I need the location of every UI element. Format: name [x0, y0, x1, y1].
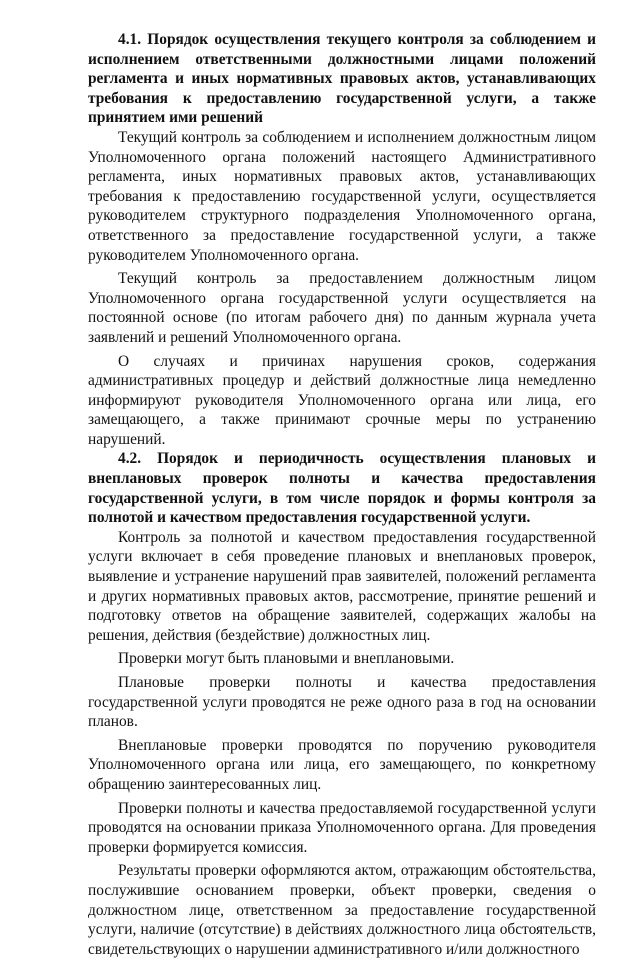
paragraph-current-control-basis: Текущий контроль за предоставлением должностным лицом Уполномоченного органа государственной услуги осуществляется на постоянной основе (по итогам рабочего дня) по данным журнала учета заявлений и решений Уполномоченного органа.: [88, 270, 596, 346]
paragraph-planned-inspections: Плановые проверки полноты и качества предоставления государственной услуги проводятся не реже одного раза в год на основании планов.: [88, 674, 596, 731]
paragraph-inspection-order: Проверки полноты и качества предоставляемой государственной услуги проводятся на основании приказа Уполномоченного органа. Для проведения проверки формируется комиссия.: [88, 799, 596, 856]
paragraph-unplanned-inspections: Внеплановые проверки проводятся по поручению руководителя Уполномоченного органа или лица, его замещающего, по конкретному обращению заинтересованных лиц.: [88, 736, 596, 793]
section-heading-4-1: 4.1. Порядок осуществления текущего контроля за соблюдением и исполнением ответственными должностными лицами положений регламента и иных нормативных правовых актов, устанавливающих требования к предоставлению государственной услуги, а также принятием ими решений: [88, 31, 596, 127]
paragraph-violations-reporting: О случаях и причинах нарушения сроков, содержания административных процедур и действий должностные лица немедленно информируют руководителя Уполномоченного органа или лица, его замещающего, а также принимают срочные меры по устранению нарушений.: [88, 352, 596, 448]
document-page: [88, 30, 596, 959]
paragraph-inspection-types: Проверки могут быть плановыми и внеплановыми.: [118, 650, 455, 668]
section-heading-4-2: 4.2. Порядок и периодичность осуществления плановых и внеплановых проверок полноты и качества предоставления государственной услуги, в том числе порядок и формы контроля за полнотой и качеством предоставления государственной услуги.: [88, 450, 596, 527]
paragraph-inspection-results: Результаты проверки оформляются актом, отражающим обстоятельства, послужившие основанием проверки, объект проверки, сведения о должностном лице, ответственном за предоставление государственной услуги, наличие (отсутствие) в действиях должностного лица обстоятельств, свидетельствующих о нарушении административного и/или должностного: [88, 862, 596, 958]
paragraph-quality-control: Контроль за полнотой и качеством предоставления государственной услуги включает в себя проведение плановых и внеплановых проверок, выявление и устранение нарушений прав заявителей, положений регламента и других нормативных правовых актов, рассмотрение, принятие решений и подготовку ответов на обращение заявителей, содержащих жалобы на решения, действия (бездействие) должностных лиц.: [88, 528, 596, 644]
paragraph-current-control: Текущий контроль за соблюдением и исполнением должностным лицом Уполномоченного органа положений настоящего Административного регламента, иных нормативных правовых актов, устанавливающих требования к предоставлению государственной услуги, осуществляется руководителем структурного подразделения Уполномоченного органа, ответственного за предоставление государственной услуги, а также руководителем Уполномоченного органа.: [88, 128, 596, 264]
